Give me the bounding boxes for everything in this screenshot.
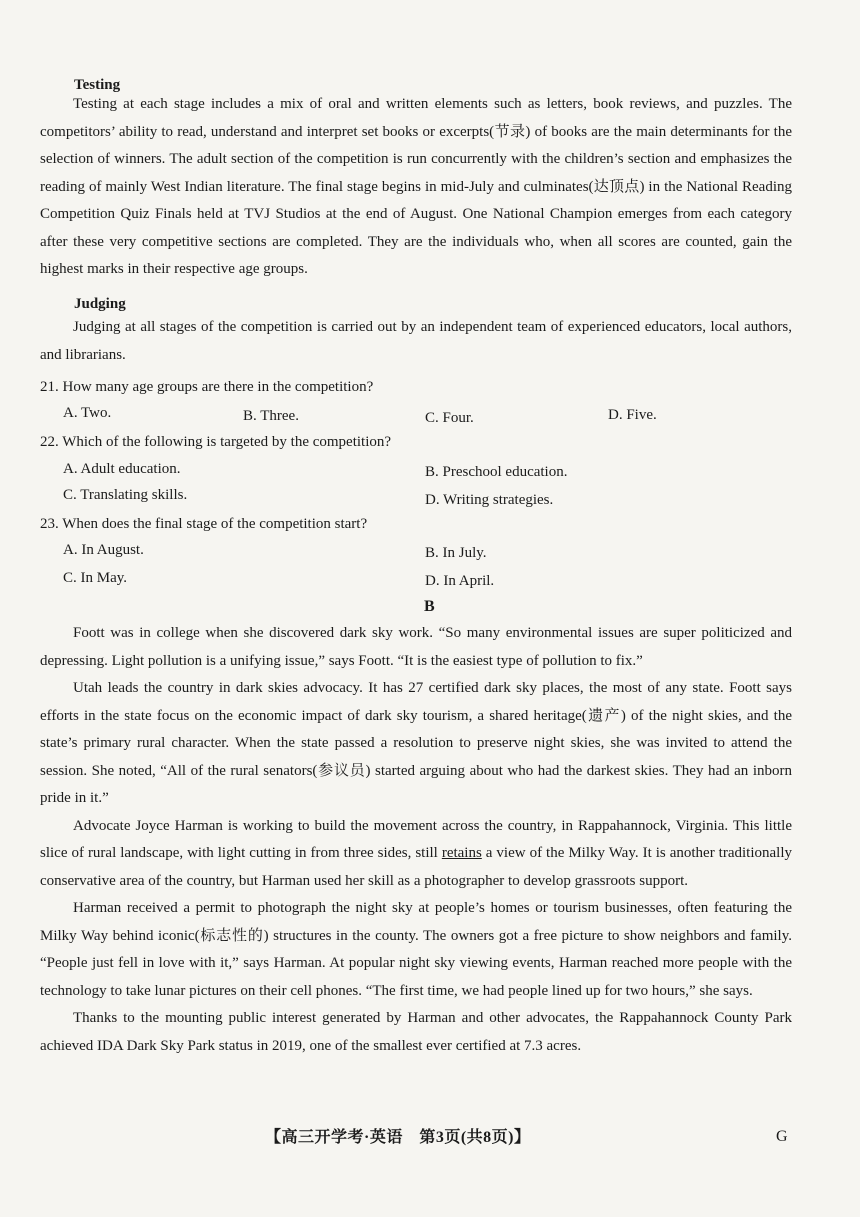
passage-b [40, 620, 792, 1060]
q23-option-d[interactable]: D. In April. [425, 573, 495, 589]
passage-b-paragraph-5: Thanks to the mounting public interest generated by Harman and other advocates, the Rappahannock County Park achieved IDA Dark Sky Park status in 2019, one of the smallest ever certified at 7.3 acres. [40, 1010, 792, 1054]
q22-option-d[interactable]: D. Writing strategies. [425, 492, 554, 508]
q21-option-a[interactable]: A. Two. [63, 405, 112, 421]
passage-b-paragraph-2: Utah leads the country in dark skies advocacy. It has 27 certified dark sky places, the most of any state. Foott says efforts in the state focus on the economic impact of dark sky tourism, a shared heritage(遗产) of the night skies, and the state’s primary rural character. When the state passed a resolution to preserve night skies, she was invited to attend the session. She noted, “All of the rural senators(参议员) started arguing about who had the darkest skies. They had an inborn pride in it.” [40, 680, 792, 806]
question-22: 22. Which of the following is targeted by the competition? [40, 434, 392, 450]
question-23: 23. When does the final stage of the competition start? [40, 516, 368, 532]
passage-b-paragraph-3 [40, 813, 792, 896]
judging-paragraph-block [40, 314, 792, 369]
judging-heading: Judging [74, 296, 126, 312]
underlined-word: retains [441, 845, 482, 861]
passage-b-paragraph-1: Foott was in college when she discovered dark sky work. “So many environmental issues are super politicized and depressing. Light pollution is a unifying issue,” says Foott. “It is the easiest type of pollution to fix.” [40, 625, 792, 669]
paper-code: G [776, 1128, 788, 1145]
p3-text-end: a view of the Milky Way. It is another traditionally conservative area of the country, but Harman used her skill as a photographer to develop grassroots support. [40, 845, 792, 889]
testing-heading: Testing [74, 77, 121, 93]
q21-option-b[interactable]: B. Three. [243, 408, 299, 424]
judging-paragraph: Judging at all stages of the competition is carried out by an independent team of experienced educators, local authors, and librarians. [40, 319, 792, 363]
q23-option-c[interactable]: C. In May. [63, 570, 128, 586]
q22-option-c[interactable]: C. Translating skills. [63, 487, 188, 503]
testing-paragraph: Testing at each stage includes a mix of oral and written elements such as letters, book reviews, and puzzles. The competitors’ ability to read, understand and interpret set books or excerpts(节录) of books are the main determinants for the selection of winners. The adult section of the competition is run concurrently with the children’s section and emphasizes the reading of mainly West Indian literature. The final stage begins in mid-July and culminates(达顶点) in the National Reading Competition Quiz Finals held at TVJ Studios at the end of August. One National Champion emerges from each category after these very competitive sections are completed. They are the individuals who, when all scores are counted, gain the highest marks in their respective age groups. [40, 96, 792, 277]
q22-option-b[interactable]: B. Preschool education. [425, 464, 568, 480]
q23-option-b[interactable]: B. In July. [425, 545, 487, 561]
question-21: 21. How many age groups are there in the competition? [40, 379, 374, 395]
q21-option-d[interactable]: D. Five. [608, 407, 657, 423]
page-footer: 【高三开学考·英语 第3页(共8页)】 [265, 1129, 531, 1146]
section-b-label: B [424, 598, 435, 615]
q22-option-a[interactable]: A. Adult education. [63, 461, 181, 477]
p3-text-start: Advocate Joyce Harman is working to build the movement across the country, in Rappahannock, Virginia. This little slice of rural landscape, with light cutting in from three sides, still [40, 817, 792, 861]
testing-paragraph-block [40, 91, 792, 284]
passage-b-paragraph-4: Harman received a permit to photograph the night sky at people’s homes or tourism businesses, often featuring the Milky Way behind iconic(标志性的) structures in the county. The owners got a free picture to show neighbors and family. “People just fell in love with it,” says Harman. At popular night sky viewing events, Harman reached more people with the technology to take lunar pictures on their cell phones. “The first time, we had people lined up for two hours,” she says. [40, 900, 792, 999]
q21-option-c[interactable]: C. Four. [425, 410, 474, 426]
q23-option-a[interactable]: A. In August. [63, 542, 144, 558]
